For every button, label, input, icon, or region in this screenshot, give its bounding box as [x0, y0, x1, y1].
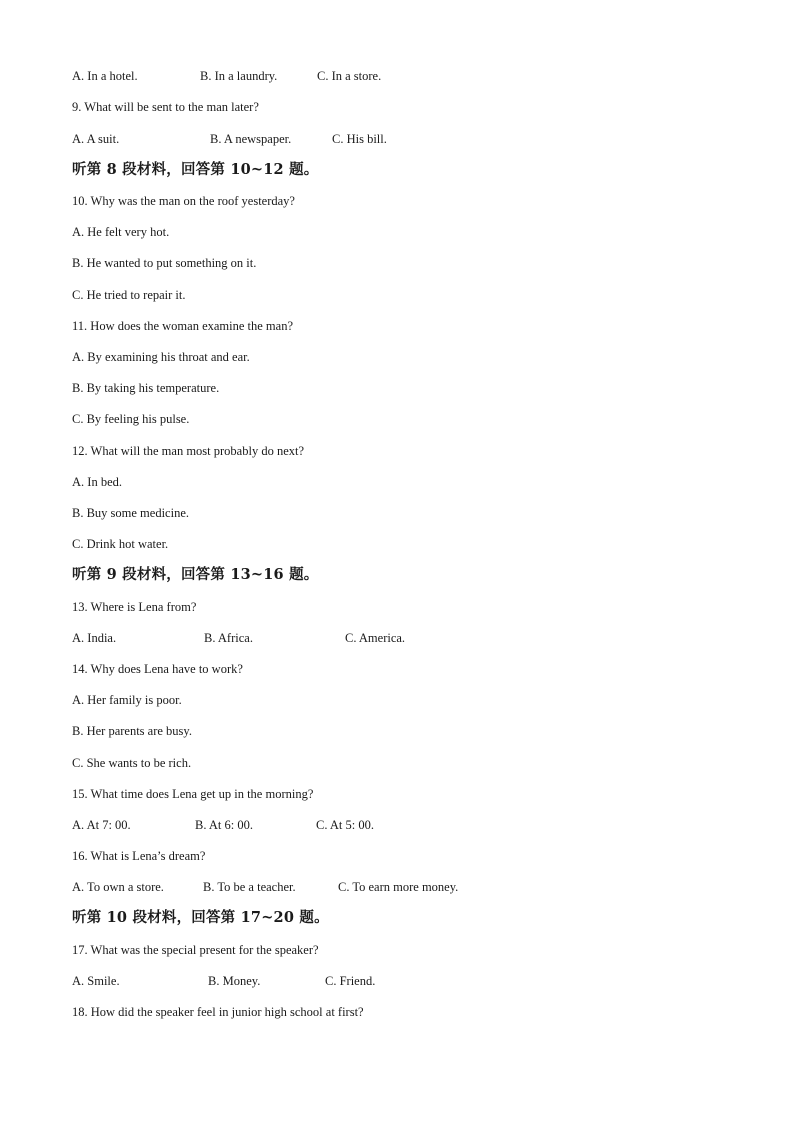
question-9: 9. What will be sent to the man later? — [72, 100, 259, 114]
question-15: 15. What time does Lena get up in the morning? — [72, 787, 314, 801]
q12-option-c: C. Drink hot water. — [72, 537, 169, 551]
section-heading-9: 听第 9 段材料，回答第 13~16 题。 — [72, 566, 319, 583]
q12-option-b: B. Buy some medicine. — [72, 506, 189, 520]
option-a: A. At 7: 00. — [72, 818, 131, 832]
q12-option-a: A. In bed. — [72, 475, 122, 489]
option-b: B. Money. — [208, 974, 261, 988]
question-14: 14. Why does Lena have to work? — [72, 662, 243, 676]
q11-option-a: A. By examining his throat and ear. — [72, 350, 250, 364]
option-b: B. To be a teacher. — [203, 880, 296, 894]
question-18: 18. How did the speaker feel in junior high school at first? — [72, 1005, 364, 1019]
q14-option-c: C. She wants to be rich. — [72, 756, 192, 770]
question-10: 10. Why was the man on the roof yesterday? — [72, 194, 295, 208]
question-17: 17. What was the special present for the speaker? — [72, 943, 319, 957]
question-12: 12. What will the man most probably do next? — [72, 444, 305, 458]
q11-option-c: C. By feeling his pulse. — [72, 412, 190, 426]
option-c: C. To earn more money. — [338, 880, 459, 894]
q11-option-b: B. By taking his temperature. — [72, 381, 220, 395]
q10-option-a: A. He felt very hot. — [72, 225, 170, 239]
section-heading-10: 听第 10 段材料，回答第 17~20 题。 — [72, 909, 329, 926]
question-16: 16. What is Lena’s dream? — [72, 849, 206, 863]
q10-option-b: B. He wanted to put something on it. — [72, 256, 257, 270]
question-13: 13. Where is Lena from? — [72, 600, 197, 614]
option-a: A. India. — [72, 631, 117, 645]
option-a: A. A suit. — [72, 132, 120, 146]
q10-option-c: C. He tried to repair it. — [72, 288, 186, 302]
question-11: 11. How does the woman examine the man? — [72, 319, 294, 333]
option-b: B. Africa. — [204, 631, 253, 645]
option-a: A. To own a store. — [72, 880, 164, 894]
option-b: B. A newspaper. — [210, 132, 292, 146]
option-b: B. In a laundry. — [200, 69, 278, 83]
option-c: C. His bill. — [332, 132, 387, 146]
option-c: C. In a store. — [317, 69, 382, 83]
option-c: C. America. — [345, 631, 406, 645]
option-c: C. At 5: 00. — [316, 818, 374, 832]
q14-option-a: A. Her family is poor. — [72, 693, 182, 707]
option-c: C. Friend. — [325, 974, 376, 988]
option-b: B. At 6: 00. — [195, 818, 253, 832]
option-a: A. In a hotel. — [72, 69, 138, 83]
q14-option-b: B. Her parents are busy. — [72, 724, 192, 738]
option-a: A. Smile. — [72, 974, 120, 988]
section-heading-8: 听第 8 段材料，回答第 10~12 题。 — [72, 161, 319, 178]
